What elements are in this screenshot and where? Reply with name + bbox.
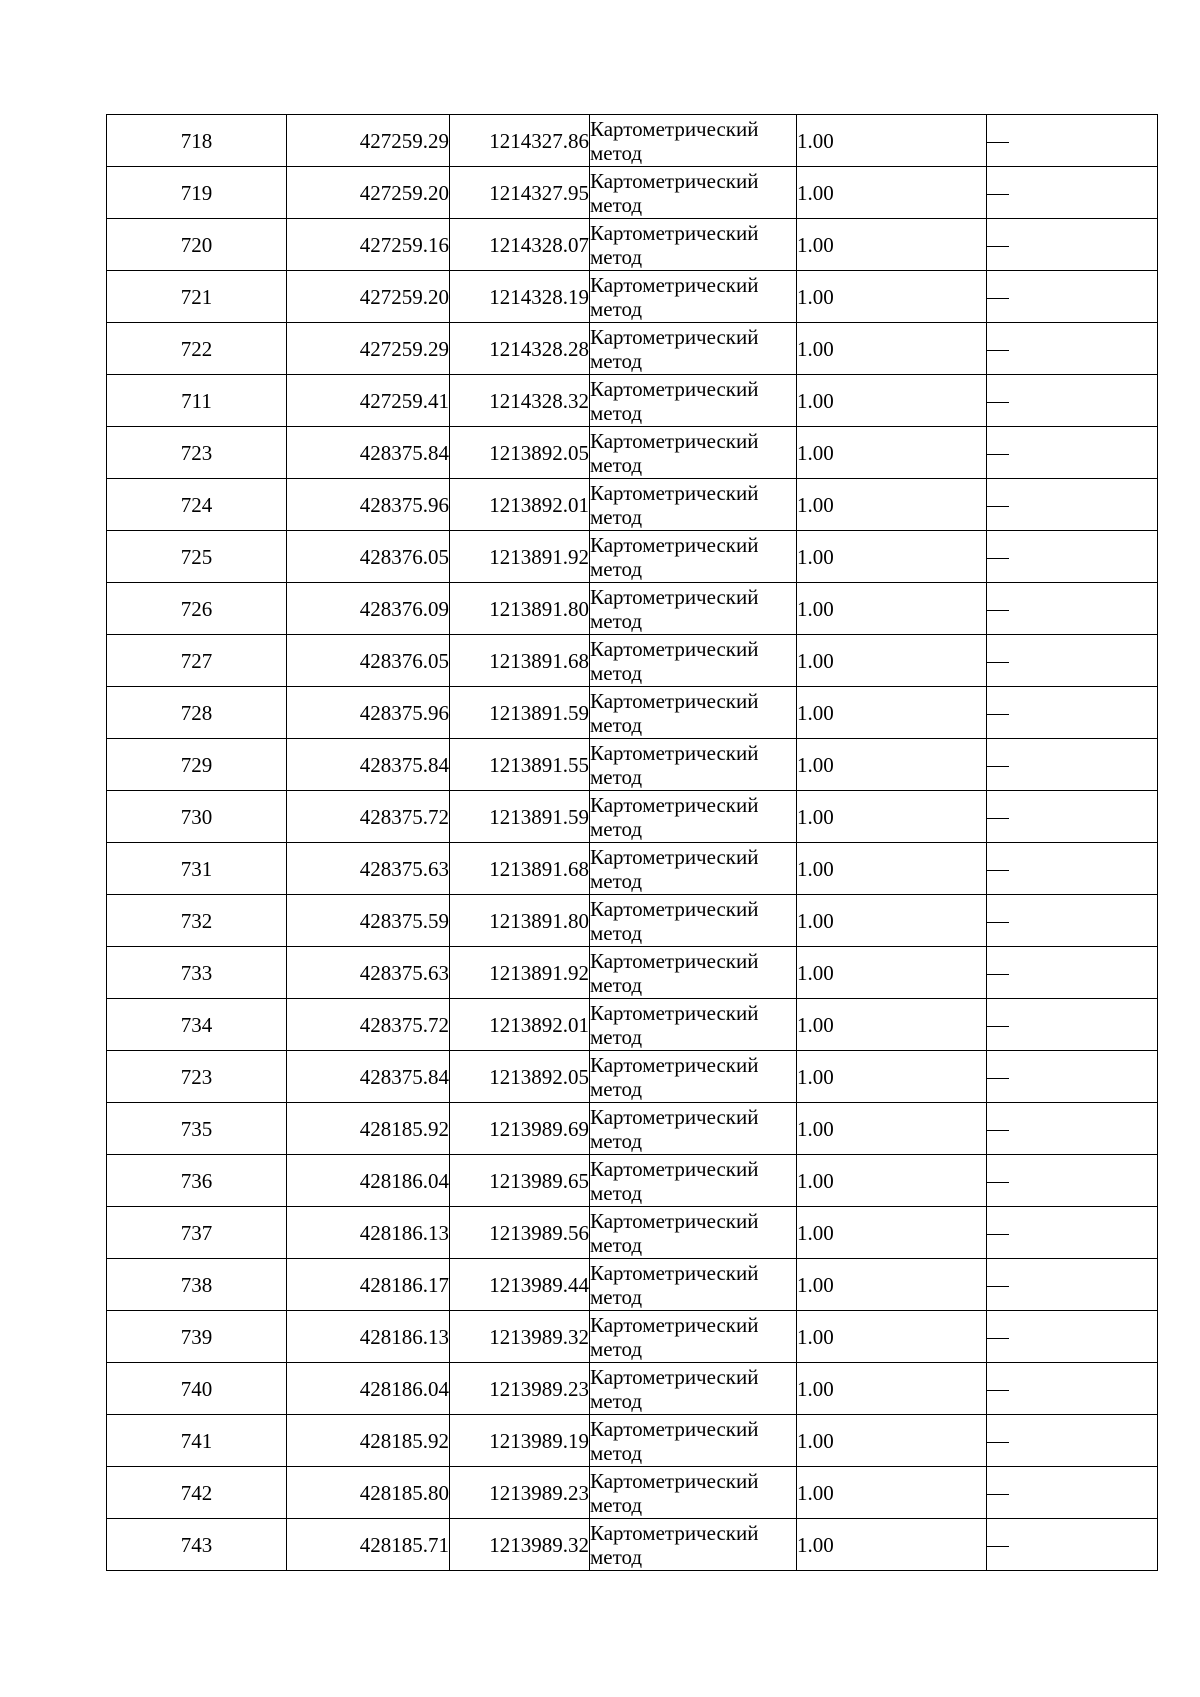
point-number-cell: 734	[107, 999, 287, 1051]
x-coordinate-cell: 428186.04	[287, 1155, 450, 1207]
y-coordinate-cell: 1213891.55	[450, 739, 590, 791]
note-cell	[987, 167, 1158, 219]
note-cell	[987, 739, 1158, 791]
method-cell	[590, 1207, 797, 1259]
table-row	[107, 739, 1158, 791]
method-cell	[590, 427, 797, 479]
note-cell	[987, 687, 1158, 739]
y-coordinate-cell: 1213891.92	[450, 531, 590, 583]
accuracy-cell: 1.00	[797, 115, 987, 167]
coordinates-table	[106, 114, 1158, 1571]
y-coordinate-cell: 1213891.68	[450, 843, 590, 895]
dash-mark	[987, 1182, 1009, 1183]
note-cell	[987, 1207, 1158, 1259]
point-number-cell: 719	[107, 167, 287, 219]
method-line-1: Картометрический	[590, 220, 759, 245]
accuracy-cell: 1.00	[797, 843, 987, 895]
accuracy-cell: 1.00	[797, 1103, 987, 1155]
table-row	[107, 1467, 1158, 1519]
table-row	[107, 1519, 1158, 1571]
x-coordinate-cell: 427259.29	[287, 115, 450, 167]
note-cell	[987, 531, 1158, 583]
dash-mark	[987, 610, 1009, 611]
note-cell	[987, 791, 1158, 843]
method-cell	[590, 1311, 797, 1363]
y-coordinate-cell: 1214328.07	[450, 219, 590, 271]
x-coordinate-cell: 428185.92	[287, 1415, 450, 1467]
dash-mark	[987, 1546, 1009, 1547]
point-number-cell: 729	[107, 739, 287, 791]
method-cell	[590, 1467, 797, 1519]
accuracy-cell: 1.00	[797, 635, 987, 687]
point-number-cell: 742	[107, 1467, 287, 1519]
note-cell	[987, 947, 1158, 999]
method-cell	[590, 531, 797, 583]
x-coordinate-cell: 428375.63	[287, 947, 450, 999]
accuracy-cell: 1.00	[797, 1051, 987, 1103]
method-line-1: Картометрический	[590, 740, 759, 765]
note-cell	[987, 583, 1158, 635]
y-coordinate-cell: 1213989.44	[450, 1259, 590, 1311]
point-number-cell: 738	[107, 1259, 287, 1311]
y-coordinate-cell: 1213989.65	[450, 1155, 590, 1207]
method-line-1: Картометрический	[590, 636, 759, 661]
y-coordinate-cell: 1213989.56	[450, 1207, 590, 1259]
y-coordinate-cell: 1213989.32	[450, 1311, 590, 1363]
dash-mark	[987, 870, 1009, 871]
point-number-cell: 743	[107, 1519, 287, 1571]
table-row	[107, 947, 1158, 999]
note-cell	[987, 1103, 1158, 1155]
method-line-2: метод	[590, 712, 643, 737]
method-line-1: Картометрический	[590, 428, 759, 453]
x-coordinate-cell: 428376.05	[287, 635, 450, 687]
method-cell	[590, 843, 797, 895]
point-number-cell: 733	[107, 947, 287, 999]
point-number-cell: 741	[107, 1415, 287, 1467]
method-line-2: метод	[590, 764, 643, 789]
table-row	[107, 843, 1158, 895]
point-number-cell: 731	[107, 843, 287, 895]
dash-mark	[987, 1442, 1009, 1443]
method-cell	[590, 895, 797, 947]
point-number-cell: 721	[107, 271, 287, 323]
accuracy-cell: 1.00	[797, 271, 987, 323]
y-coordinate-cell: 1214328.32	[450, 375, 590, 427]
point-number-cell: 723	[107, 1051, 287, 1103]
method-line-1: Картометрический	[590, 1364, 759, 1389]
table-row	[107, 1311, 1158, 1363]
accuracy-cell: 1.00	[797, 323, 987, 375]
method-cell	[590, 1103, 797, 1155]
note-cell	[987, 635, 1158, 687]
x-coordinate-cell: 427259.16	[287, 219, 450, 271]
method-line-1: Картометрический	[590, 1260, 759, 1285]
dash-mark	[987, 1130, 1009, 1131]
y-coordinate-cell: 1213989.19	[450, 1415, 590, 1467]
dash-mark	[987, 974, 1009, 975]
table-row	[107, 1259, 1158, 1311]
x-coordinate-cell: 428375.96	[287, 479, 450, 531]
point-number-cell: 723	[107, 427, 287, 479]
table-row	[107, 271, 1158, 323]
dash-mark	[987, 1234, 1009, 1235]
note-cell	[987, 271, 1158, 323]
x-coordinate-cell: 428186.13	[287, 1311, 450, 1363]
table-row	[107, 635, 1158, 687]
method-line-2: метод	[590, 608, 643, 633]
table-row	[107, 895, 1158, 947]
method-line-2: метод	[590, 1076, 643, 1101]
dash-mark	[987, 922, 1009, 923]
method-cell	[590, 1051, 797, 1103]
method-line-2: метод	[590, 1492, 643, 1517]
method-line-2: метод	[590, 400, 643, 425]
coordinates-table-body	[107, 115, 1158, 1571]
method-line-1: Картометрический	[590, 480, 759, 505]
x-coordinate-cell: 428186.13	[287, 1207, 450, 1259]
note-cell	[987, 1259, 1158, 1311]
table-row	[107, 1051, 1158, 1103]
accuracy-cell: 1.00	[797, 375, 987, 427]
y-coordinate-cell: 1214328.19	[450, 271, 590, 323]
point-number-cell: 726	[107, 583, 287, 635]
dash-mark	[987, 194, 1009, 195]
accuracy-cell: 1.00	[797, 739, 987, 791]
note-cell	[987, 323, 1158, 375]
note-cell	[987, 1155, 1158, 1207]
x-coordinate-cell: 428186.17	[287, 1259, 450, 1311]
method-line-1: Картометрический	[590, 896, 759, 921]
note-cell	[987, 1415, 1158, 1467]
dash-mark	[987, 350, 1009, 351]
y-coordinate-cell: 1214327.86	[450, 115, 590, 167]
method-line-2: метод	[590, 868, 643, 893]
x-coordinate-cell: 428375.63	[287, 843, 450, 895]
note-cell	[987, 895, 1158, 947]
method-line-1: Картометрический	[590, 1104, 759, 1129]
method-line-1: Картометрический	[590, 324, 759, 349]
method-line-2: метод	[590, 504, 643, 529]
table-row	[107, 687, 1158, 739]
dash-mark	[987, 558, 1009, 559]
point-number-cell: 720	[107, 219, 287, 271]
note-cell	[987, 427, 1158, 479]
x-coordinate-cell: 428376.05	[287, 531, 450, 583]
method-cell	[590, 323, 797, 375]
method-line-2: метод	[590, 1024, 643, 1049]
point-number-cell: 725	[107, 531, 287, 583]
method-cell	[590, 687, 797, 739]
method-line-1: Картометрический	[590, 376, 759, 401]
method-line-2: метод	[590, 816, 643, 841]
table-row	[107, 375, 1158, 427]
point-number-cell: 711	[107, 375, 287, 427]
x-coordinate-cell: 427259.29	[287, 323, 450, 375]
method-line-2: метод	[590, 244, 643, 269]
accuracy-cell: 1.00	[797, 1155, 987, 1207]
method-cell	[590, 1155, 797, 1207]
method-line-1: Картометрический	[590, 168, 759, 193]
accuracy-cell: 1.00	[797, 427, 987, 479]
accuracy-cell: 1.00	[797, 531, 987, 583]
dash-mark	[987, 766, 1009, 767]
x-coordinate-cell: 428185.92	[287, 1103, 450, 1155]
method-cell	[590, 947, 797, 999]
table-row	[107, 479, 1158, 531]
dash-mark	[987, 506, 1009, 507]
x-coordinate-cell: 427259.41	[287, 375, 450, 427]
method-line-1: Картометрический	[590, 116, 759, 141]
x-coordinate-cell: 428375.84	[287, 427, 450, 479]
method-line-2: метод	[590, 140, 643, 165]
method-cell	[590, 167, 797, 219]
dash-mark	[987, 714, 1009, 715]
method-line-1: Картометрический	[590, 272, 759, 297]
accuracy-cell: 1.00	[797, 791, 987, 843]
note-cell	[987, 1051, 1158, 1103]
method-line-2: метод	[590, 556, 643, 581]
note-cell	[987, 1311, 1158, 1363]
accuracy-cell: 1.00	[797, 947, 987, 999]
method-line-2: метод	[590, 1180, 643, 1205]
table-row	[107, 167, 1158, 219]
table-row	[107, 1103, 1158, 1155]
method-line-2: метод	[590, 1544, 643, 1569]
point-number-cell: 730	[107, 791, 287, 843]
y-coordinate-cell: 1213892.05	[450, 427, 590, 479]
dash-mark	[987, 1026, 1009, 1027]
accuracy-cell: 1.00	[797, 167, 987, 219]
accuracy-cell: 1.00	[797, 1415, 987, 1467]
method-line-1: Картометрический	[590, 584, 759, 609]
method-line-2: метод	[590, 296, 643, 321]
method-line-2: метод	[590, 452, 643, 477]
method-cell	[590, 271, 797, 323]
method-line-2: метод	[590, 1284, 643, 1309]
point-number-cell: 740	[107, 1363, 287, 1415]
table-row	[107, 583, 1158, 635]
method-cell	[590, 1519, 797, 1571]
table-row	[107, 1207, 1158, 1259]
method-cell	[590, 1259, 797, 1311]
point-number-cell: 718	[107, 115, 287, 167]
y-coordinate-cell: 1213989.23	[450, 1467, 590, 1519]
table-row	[107, 115, 1158, 167]
y-coordinate-cell: 1213892.05	[450, 1051, 590, 1103]
point-number-cell: 722	[107, 323, 287, 375]
method-line-1: Картометрический	[590, 1520, 759, 1545]
y-coordinate-cell: 1213891.80	[450, 583, 590, 635]
accuracy-cell: 1.00	[797, 1207, 987, 1259]
point-number-cell: 728	[107, 687, 287, 739]
dash-mark	[987, 1338, 1009, 1339]
method-cell	[590, 583, 797, 635]
method-cell	[590, 375, 797, 427]
y-coordinate-cell: 1213891.68	[450, 635, 590, 687]
note-cell	[987, 219, 1158, 271]
note-cell	[987, 1363, 1158, 1415]
point-number-cell: 732	[107, 895, 287, 947]
method-line-2: метод	[590, 1440, 643, 1465]
x-coordinate-cell: 428185.80	[287, 1467, 450, 1519]
point-number-cell: 739	[107, 1311, 287, 1363]
y-coordinate-cell: 1213891.92	[450, 947, 590, 999]
y-coordinate-cell: 1214328.28	[450, 323, 590, 375]
method-line-2: метод	[590, 1336, 643, 1361]
point-number-cell: 737	[107, 1207, 287, 1259]
dash-mark	[987, 1494, 1009, 1495]
x-coordinate-cell: 428375.84	[287, 739, 450, 791]
accuracy-cell: 1.00	[797, 583, 987, 635]
method-cell	[590, 219, 797, 271]
table-row	[107, 1155, 1158, 1207]
method-cell	[590, 635, 797, 687]
method-line-1: Картометрический	[590, 532, 759, 557]
method-line-1: Картометрический	[590, 1156, 759, 1181]
method-cell	[590, 115, 797, 167]
dash-mark	[987, 1078, 1009, 1079]
x-coordinate-cell: 427259.20	[287, 167, 450, 219]
method-cell	[590, 1363, 797, 1415]
x-coordinate-cell: 428376.09	[287, 583, 450, 635]
table-row	[107, 219, 1158, 271]
point-number-cell: 727	[107, 635, 287, 687]
table-row	[107, 1363, 1158, 1415]
y-coordinate-cell: 1213989.69	[450, 1103, 590, 1155]
method-line-1: Картометрический	[590, 688, 759, 713]
method-cell	[590, 791, 797, 843]
accuracy-cell: 1.00	[797, 219, 987, 271]
accuracy-cell: 1.00	[797, 687, 987, 739]
dash-mark	[987, 402, 1009, 403]
method-line-2: метод	[590, 1232, 643, 1257]
method-line-1: Картометрический	[590, 1208, 759, 1233]
note-cell	[987, 999, 1158, 1051]
y-coordinate-cell: 1213989.23	[450, 1363, 590, 1415]
method-line-2: метод	[590, 1388, 643, 1413]
method-line-1: Картометрический	[590, 1312, 759, 1337]
point-number-cell: 736	[107, 1155, 287, 1207]
point-number-cell: 735	[107, 1103, 287, 1155]
x-coordinate-cell: 427259.20	[287, 271, 450, 323]
accuracy-cell: 1.00	[797, 895, 987, 947]
accuracy-cell: 1.00	[797, 1519, 987, 1571]
accuracy-cell: 1.00	[797, 1363, 987, 1415]
y-coordinate-cell: 1213891.80	[450, 895, 590, 947]
method-line-2: метод	[590, 192, 643, 217]
note-cell	[987, 375, 1158, 427]
y-coordinate-cell: 1213891.59	[450, 791, 590, 843]
accuracy-cell: 1.00	[797, 1259, 987, 1311]
dash-mark	[987, 454, 1009, 455]
dash-mark	[987, 1286, 1009, 1287]
x-coordinate-cell: 428375.84	[287, 1051, 450, 1103]
accuracy-cell: 1.00	[797, 1467, 987, 1519]
method-cell	[590, 739, 797, 791]
table-row	[107, 323, 1158, 375]
note-cell	[987, 1519, 1158, 1571]
accuracy-cell: 1.00	[797, 1311, 987, 1363]
method-line-2: метод	[590, 348, 643, 373]
y-coordinate-cell: 1213892.01	[450, 479, 590, 531]
x-coordinate-cell: 428186.04	[287, 1363, 450, 1415]
y-coordinate-cell: 1213892.01	[450, 999, 590, 1051]
x-coordinate-cell: 428375.96	[287, 687, 450, 739]
table-row	[107, 1415, 1158, 1467]
dash-mark	[987, 298, 1009, 299]
method-line-1: Картометрический	[590, 792, 759, 817]
table-row	[107, 999, 1158, 1051]
method-line-1: Картометрический	[590, 1000, 759, 1025]
dash-mark	[987, 662, 1009, 663]
table-row	[107, 427, 1158, 479]
y-coordinate-cell: 1213891.59	[450, 687, 590, 739]
note-cell	[987, 1467, 1158, 1519]
note-cell	[987, 843, 1158, 895]
method-line-2: метод	[590, 660, 643, 685]
dash-mark	[987, 1390, 1009, 1391]
method-line-1: Картометрический	[590, 1468, 759, 1493]
y-coordinate-cell: 1214327.95	[450, 167, 590, 219]
point-number-cell: 724	[107, 479, 287, 531]
method-line-1: Картометрический	[590, 948, 759, 973]
method-line-1: Картометрический	[590, 1052, 759, 1077]
method-cell	[590, 479, 797, 531]
method-line-1: Картометрический	[590, 844, 759, 869]
method-cell	[590, 999, 797, 1051]
note-cell	[987, 115, 1158, 167]
table-row	[107, 531, 1158, 583]
table-row	[107, 791, 1158, 843]
method-line-2: метод	[590, 920, 643, 945]
method-line-2: метод	[590, 1128, 643, 1153]
dash-mark	[987, 818, 1009, 819]
x-coordinate-cell: 428375.72	[287, 999, 450, 1051]
x-coordinate-cell: 428375.72	[287, 791, 450, 843]
method-line-1: Картометрический	[590, 1416, 759, 1441]
dash-mark	[987, 246, 1009, 247]
dash-mark	[987, 142, 1009, 143]
y-coordinate-cell: 1213989.32	[450, 1519, 590, 1571]
x-coordinate-cell: 428185.71	[287, 1519, 450, 1571]
accuracy-cell: 1.00	[797, 479, 987, 531]
accuracy-cell: 1.00	[797, 999, 987, 1051]
x-coordinate-cell: 428375.59	[287, 895, 450, 947]
method-cell	[590, 1415, 797, 1467]
method-line-2: метод	[590, 972, 643, 997]
note-cell	[987, 479, 1158, 531]
